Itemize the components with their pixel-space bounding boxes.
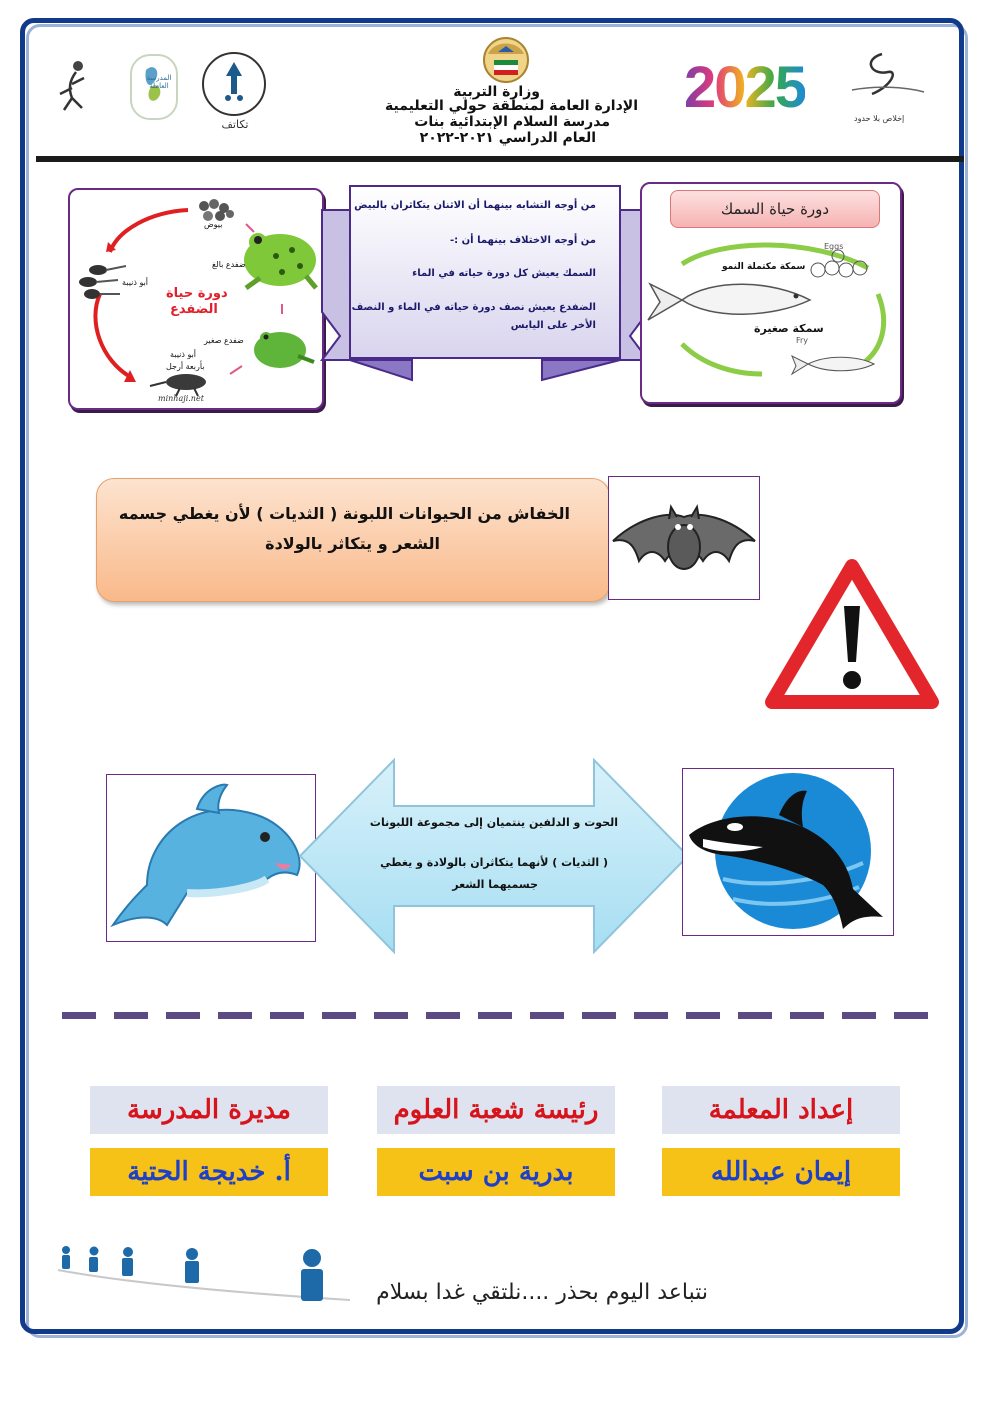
kuwait-emblem-icon: [474, 30, 538, 86]
fish-adult-label: سمكة مكتملة النمو: [722, 262, 806, 272]
bat-image-box: [608, 476, 760, 600]
frog-label-adult: ضفدع بالغ: [212, 260, 246, 269]
dash-segment: [270, 1012, 304, 1019]
frog-site-label: minhaji.net: [158, 394, 204, 403]
swoosh-logo-icon: [842, 50, 928, 100]
frog-cycle-box: [68, 188, 324, 410]
banner-line-4a: الضفدع يعيش نصف دورة حياته في الماء و النصف: [351, 302, 596, 313]
signature-name-principal: أ. خديجة الحتية: [90, 1148, 328, 1196]
banner-line-4b: الأخر على اليابس: [510, 320, 596, 331]
frog-label-eggs: بيوض: [204, 220, 223, 229]
takatof-logo: [202, 52, 266, 131]
frog-label-tadpole-legs-1: أبو ذنيبة: [170, 350, 197, 359]
dash-segment: [530, 1012, 564, 1019]
social-distance-people-icon: [54, 1240, 354, 1306]
banner-line-1: من أوجه التشابه بينهما أن الاثنان يتكاثران بالبيض: [354, 200, 596, 211]
header-school: مدرسة السلام الإبتدائية بنات: [414, 114, 610, 130]
banner-ribbon: [320, 184, 650, 400]
signature-role-science-head: رئيسة شعبة العلوم: [377, 1086, 615, 1134]
frog-label-tadpole: أبو ذنيبة: [122, 278, 149, 287]
frog-title-1: دورة حياة: [166, 286, 228, 301]
whale-line-1: الحوت و الدلفين ينتميان إلى مجموعة اللبونات: [369, 816, 618, 829]
dash-segment: [426, 1012, 460, 1019]
header-ministry: وزارة التربية: [453, 84, 540, 100]
bat-line-1: الخفاش من الحيوانات اللبونة ( الثديات ) لأن يغطي جسمه: [118, 504, 570, 523]
whale-line-2: ( الثديات ) لأنهما يتكاثران بالولادة و يغطي: [380, 856, 608, 869]
dash-segment: [114, 1012, 148, 1019]
bat-icon: [609, 477, 759, 599]
dash-segment: [686, 1012, 720, 1019]
header-divider: [36, 156, 964, 162]
dash-segment: [62, 1012, 96, 1019]
header-year: العام الدراسي ٢٠٢١-٢٠٢٢: [419, 130, 596, 146]
dash-segment: [374, 1012, 408, 1019]
right-logo-text: إخلاص بلا حدود: [854, 114, 905, 123]
dash-segment: [738, 1012, 772, 1019]
signature-name-teacher: إيمان عبدالله: [662, 1148, 900, 1196]
frog-label-young: ضفدع صغير: [204, 336, 244, 345]
signature-role-teacher: إعداد المعلمة: [662, 1086, 900, 1134]
header: [30, 28, 950, 158]
dolphin-image-box: [106, 774, 316, 942]
frog-eggs-icon: [199, 199, 234, 221]
orca-image-box: [682, 768, 894, 936]
dash-segment: [166, 1012, 200, 1019]
arrow-up-icon: [204, 54, 264, 114]
school-logo: [130, 54, 178, 120]
school-logo-text: المدرسة العاملة: [146, 74, 172, 90]
dolphin-icon: [107, 775, 315, 941]
dash-segment: [790, 1012, 824, 1019]
fish-fry-en-label: Fry: [796, 336, 809, 345]
header-district: الإدارة العامة لمنطقة حولي التعليمية: [385, 98, 638, 114]
banner-line-3: السمك يعيش كل دورة حياته في الماء: [412, 268, 596, 279]
runner-logo-icon: [54, 58, 94, 112]
dash-segment: [218, 1012, 252, 1019]
footer-slogan: نتباعد اليوم بحذر ....نلتقي غدا بسلام: [376, 1280, 708, 1305]
young-frog-icon: [254, 332, 314, 368]
dash-segment: [894, 1012, 928, 1019]
frog-label-tadpole-legs-2: بأربعة أرجل: [166, 362, 205, 371]
tadpole-legs-icon: [150, 374, 206, 396]
frog-title-2: الضفدع: [170, 302, 218, 317]
fry-fish-icon: [792, 356, 874, 374]
dash-segment: [478, 1012, 512, 1019]
adult-fish-icon: [648, 284, 810, 320]
takatof-text: تكاتف: [221, 118, 249, 131]
warning-icon: [764, 556, 940, 712]
vision-2025-number: 2025: [684, 55, 806, 120]
dash-segment: [634, 1012, 668, 1019]
orca-icon: [683, 769, 893, 935]
banner-line-2: من أوجه الاختلاف بينهما أن :-: [450, 235, 596, 246]
dash-segment: [322, 1012, 356, 1019]
vision-2025-logo: [684, 54, 805, 121]
bat-line-2: الشعر و يتكاثر بالولادة: [265, 534, 440, 553]
signature-name-science-head: بدرية بن سبت: [377, 1148, 615, 1196]
fish-fry-label: سمكة صغيرة: [754, 322, 824, 335]
tadpole-icon: [79, 265, 126, 299]
fish-title: دورة حياة السمك: [670, 190, 880, 228]
dash-segment: [582, 1012, 616, 1019]
fish-eggs-label: Eggs: [824, 242, 844, 251]
dash-segment: [842, 1012, 876, 1019]
whale-line-3: جسميهما الشعر: [452, 878, 538, 891]
fish-cycle-illustration: [642, 224, 900, 402]
adult-frog-icon: [244, 233, 316, 288]
signature-role-principal: مديرة المدرسة: [90, 1086, 328, 1134]
